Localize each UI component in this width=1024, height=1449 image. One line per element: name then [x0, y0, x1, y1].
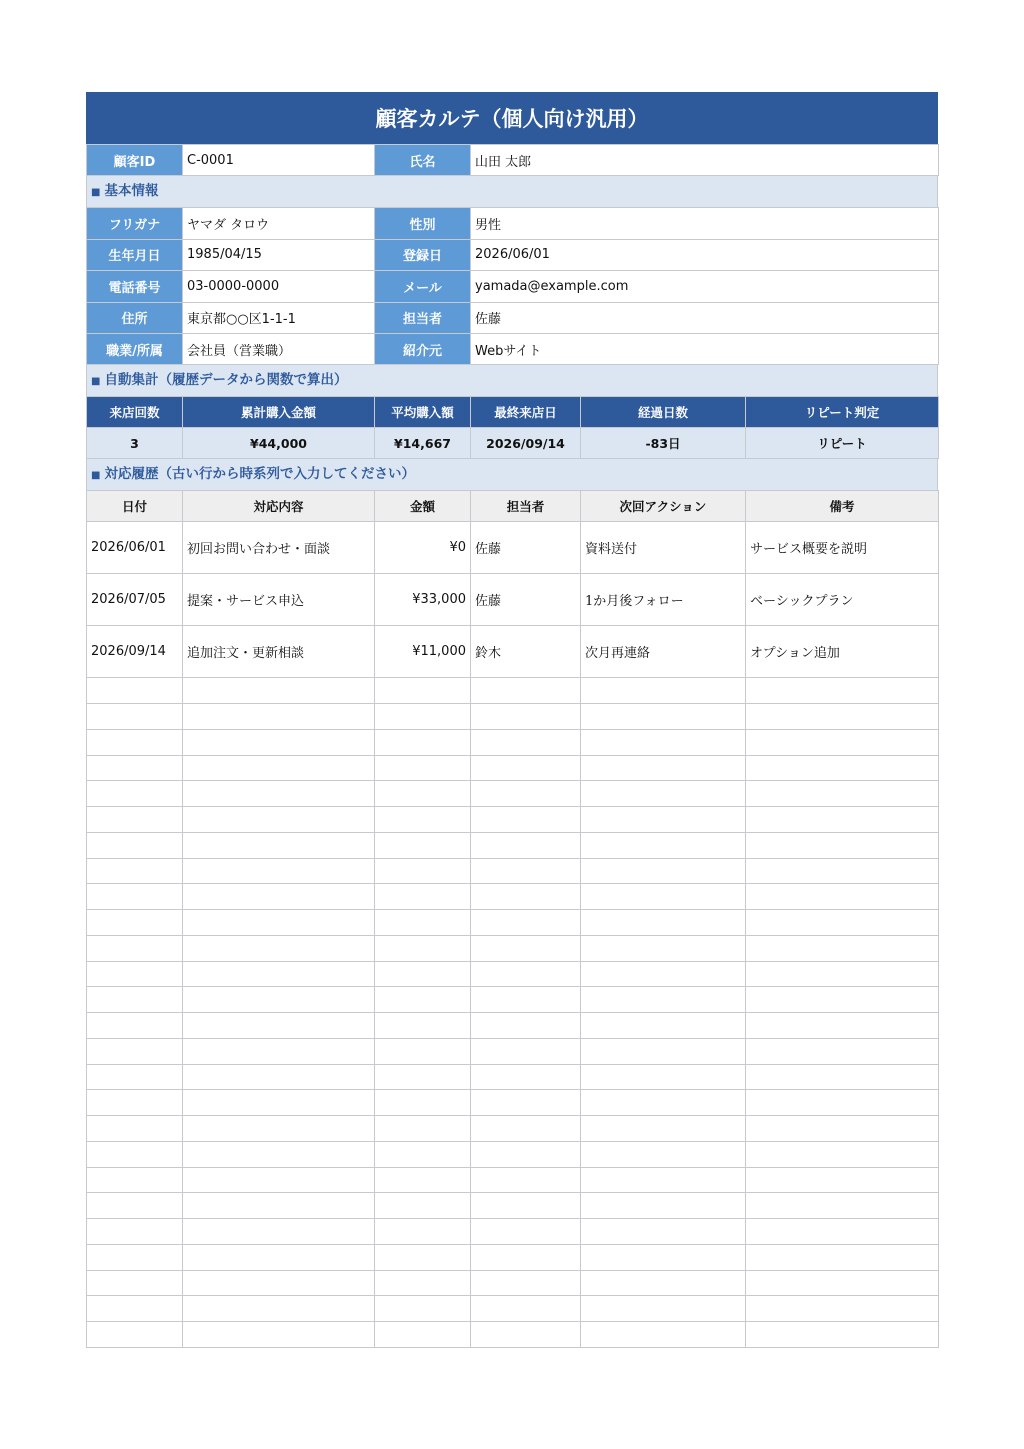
history-empty-cell[interactable]	[183, 1013, 375, 1039]
customer-name-cell[interactable]: 山田 太郎	[471, 145, 939, 176]
history-empty-cell[interactable]	[471, 678, 581, 704]
history-empty-cell[interactable]	[471, 910, 581, 936]
history-empty-cell[interactable]	[87, 704, 183, 730]
history-cell[interactable]: 佐藤	[471, 574, 581, 626]
history-empty-cell[interactable]	[746, 807, 939, 833]
field-label: 電話番号	[87, 271, 183, 302]
sheet-title: 顧客カルテ（個人向け汎用）	[86, 92, 938, 144]
history-empty-row	[87, 781, 939, 807]
field-value-cell[interactable]: 東京都○○区1-1-1	[183, 302, 375, 333]
history-empty-cell[interactable]	[581, 935, 746, 961]
history-empty-cell[interactable]	[746, 987, 939, 1013]
history-empty-cell[interactable]	[87, 1322, 183, 1348]
summary-table	[86, 396, 939, 459]
summary-value-cell: ¥14,667	[375, 428, 471, 459]
field-value-cell[interactable]: 1985/04/15	[183, 239, 375, 270]
history-empty-cell[interactable]	[471, 1296, 581, 1322]
history-empty-cell[interactable]	[375, 1167, 471, 1193]
history-cell[interactable]: ¥0	[375, 522, 471, 574]
basic-info-row	[87, 208, 939, 239]
summary-header-cell: 来店回数	[87, 397, 183, 428]
history-header-cell: 次回アクション	[581, 491, 746, 522]
history-empty-cell[interactable]	[746, 1244, 939, 1270]
history-empty-cell[interactable]	[87, 1064, 183, 1090]
field-value-cell[interactable]: Webサイト	[471, 333, 939, 364]
history-empty-cell[interactable]	[87, 1244, 183, 1270]
summary-section-title: 自動集計（履歴データから関数で算出）	[104, 372, 348, 389]
history-empty-cell[interactable]	[87, 1193, 183, 1219]
history-cell[interactable]: 2026/07/05	[87, 574, 183, 626]
history-empty-cell[interactable]	[183, 781, 375, 807]
history-empty-row	[87, 755, 939, 781]
history-empty-row	[87, 678, 939, 704]
history-table	[86, 490, 939, 1348]
section-square-icon: ■	[91, 376, 101, 388]
summary-header-cell: 累計購入金額	[183, 397, 375, 428]
field-label: 職業/所属	[87, 333, 183, 364]
history-row	[87, 626, 939, 678]
history-empty-cell[interactable]	[581, 884, 746, 910]
field-value-cell[interactable]: yamada@example.com	[471, 271, 939, 302]
history-empty-cell[interactable]	[581, 1013, 746, 1039]
history-cell[interactable]: 資料送付	[581, 522, 746, 574]
history-empty-cell[interactable]	[375, 1244, 471, 1270]
history-empty-cell[interactable]	[471, 987, 581, 1013]
history-empty-row	[87, 961, 939, 987]
history-empty-row	[87, 884, 939, 910]
field-label: 紹介元	[375, 333, 471, 364]
history-empty-cell[interactable]	[183, 1193, 375, 1219]
history-empty-row	[87, 832, 939, 858]
history-empty-cell[interactable]	[375, 1296, 471, 1322]
history-empty-cell[interactable]	[581, 987, 746, 1013]
history-cell[interactable]: ベーシックプラン	[746, 574, 939, 626]
history-empty-cell[interactable]	[581, 1193, 746, 1219]
history-empty-cell[interactable]	[87, 1296, 183, 1322]
history-empty-cell[interactable]	[581, 729, 746, 755]
history-empty-row	[87, 1270, 939, 1296]
field-label: 住所	[87, 302, 183, 333]
summary-header-cell: 平均購入額	[375, 397, 471, 428]
history-header-cell: 担当者	[471, 491, 581, 522]
history-empty-cell[interactable]	[471, 961, 581, 987]
history-empty-cell[interactable]	[375, 1013, 471, 1039]
basic-info-row	[87, 302, 939, 333]
history-empty-cell[interactable]	[581, 1116, 746, 1142]
history-empty-cell[interactable]	[87, 910, 183, 936]
history-empty-cell[interactable]	[746, 961, 939, 987]
customer-chart-sheet	[86, 92, 938, 1348]
history-empty-cell[interactable]	[375, 910, 471, 936]
history-empty-cell[interactable]	[183, 910, 375, 936]
history-empty-cell[interactable]	[471, 884, 581, 910]
history-empty-cell[interactable]	[471, 1064, 581, 1090]
field-value-cell[interactable]: 会社員（営業職）	[183, 333, 375, 364]
history-empty-cell[interactable]	[471, 1270, 581, 1296]
history-empty-row	[87, 935, 939, 961]
history-empty-cell[interactable]	[581, 961, 746, 987]
history-empty-cell[interactable]	[183, 1296, 375, 1322]
field-label: 性別	[375, 208, 471, 239]
history-empty-row	[87, 910, 939, 936]
field-value-cell[interactable]: 男性	[471, 208, 939, 239]
customer-name-label: 氏名	[375, 145, 471, 176]
history-empty-cell[interactable]	[87, 807, 183, 833]
field-value-cell[interactable]: 2026/06/01	[471, 239, 939, 270]
history-empty-cell[interactable]	[746, 678, 939, 704]
history-cell[interactable]: ¥33,000	[375, 574, 471, 626]
history-cell[interactable]: 次月再連絡	[581, 626, 746, 678]
history-section-title: 対応履歴（古い行から時系列で入力してください）	[104, 466, 415, 483]
history-empty-row	[87, 1038, 939, 1064]
history-empty-cell[interactable]	[746, 910, 939, 936]
history-empty-cell[interactable]	[471, 935, 581, 961]
history-empty-cell[interactable]	[746, 1193, 939, 1219]
history-empty-cell[interactable]	[581, 1219, 746, 1245]
history-empty-cell[interactable]	[183, 1219, 375, 1245]
summary-value-cell: 3	[87, 428, 183, 459]
history-row	[87, 574, 939, 626]
history-empty-cell[interactable]	[375, 1270, 471, 1296]
history-empty-cell[interactable]	[87, 832, 183, 858]
history-empty-cell[interactable]	[375, 858, 471, 884]
history-empty-cell[interactable]	[183, 832, 375, 858]
history-empty-cell[interactable]	[375, 884, 471, 910]
history-empty-cell[interactable]	[471, 858, 581, 884]
history-empty-cell[interactable]	[183, 1167, 375, 1193]
history-empty-cell[interactable]	[87, 1013, 183, 1039]
history-cell[interactable]: サービス概要を説明	[746, 522, 939, 574]
history-empty-cell[interactable]	[375, 1090, 471, 1116]
history-empty-cell[interactable]	[746, 1167, 939, 1193]
history-empty-cell[interactable]	[581, 1244, 746, 1270]
history-empty-cell[interactable]	[375, 1141, 471, 1167]
section-square-icon: ■	[91, 470, 101, 482]
history-empty-cell[interactable]	[183, 1038, 375, 1064]
history-empty-cell[interactable]	[87, 1167, 183, 1193]
history-empty-row	[87, 858, 939, 884]
history-empty-cell[interactable]	[375, 755, 471, 781]
history-empty-cell[interactable]	[471, 729, 581, 755]
history-empty-cell[interactable]	[471, 1244, 581, 1270]
history-empty-cell[interactable]	[581, 1270, 746, 1296]
history-empty-cell[interactable]	[183, 704, 375, 730]
history-empty-cell[interactable]	[87, 729, 183, 755]
history-empty-cell[interactable]	[375, 1064, 471, 1090]
history-empty-cell[interactable]	[746, 832, 939, 858]
history-empty-cell[interactable]	[471, 1193, 581, 1219]
history-empty-cell[interactable]	[581, 1038, 746, 1064]
history-header-cell: 対応内容	[183, 491, 375, 522]
summary-value-cell: 2026/09/14	[471, 428, 581, 459]
history-cell[interactable]: ¥11,000	[375, 626, 471, 678]
customer-id-cell[interactable]: C-0001	[183, 145, 375, 176]
history-empty-cell[interactable]	[471, 1090, 581, 1116]
history-empty-cell[interactable]	[375, 832, 471, 858]
history-empty-cell[interactable]	[183, 729, 375, 755]
history-empty-cell[interactable]	[581, 755, 746, 781]
history-empty-cell[interactable]	[183, 807, 375, 833]
history-empty-cell[interactable]	[87, 987, 183, 1013]
history-empty-cell[interactable]	[87, 1038, 183, 1064]
history-section-header	[86, 459, 938, 490]
field-label: 登録日	[375, 239, 471, 270]
history-header-cell: 備考	[746, 491, 939, 522]
summary-value-cell: -83日	[581, 428, 746, 459]
history-empty-cell[interactable]	[375, 1193, 471, 1219]
history-empty-cell[interactable]	[183, 755, 375, 781]
history-empty-cell[interactable]	[581, 832, 746, 858]
field-value-cell[interactable]: 03-0000-0000	[183, 271, 375, 302]
history-empty-cell[interactable]	[471, 1322, 581, 1348]
section-square-icon: ■	[91, 187, 101, 199]
history-empty-cell[interactable]	[375, 961, 471, 987]
history-empty-cell[interactable]	[87, 858, 183, 884]
history-empty-cell[interactable]	[375, 678, 471, 704]
history-cell[interactable]: 2026/09/14	[87, 626, 183, 678]
history-empty-row	[87, 987, 939, 1013]
history-empty-cell[interactable]	[581, 678, 746, 704]
history-empty-cell[interactable]	[375, 1219, 471, 1245]
history-empty-cell[interactable]	[746, 729, 939, 755]
summary-header-cell: リピート判定	[746, 397, 939, 428]
history-empty-cell[interactable]	[183, 961, 375, 987]
history-empty-cell[interactable]	[183, 1244, 375, 1270]
history-empty-cell[interactable]	[87, 1219, 183, 1245]
history-empty-cell[interactable]	[183, 1116, 375, 1142]
history-empty-row	[87, 1244, 939, 1270]
history-header-cell: 日付	[87, 491, 183, 522]
history-empty-row	[87, 1167, 939, 1193]
history-empty-cell[interactable]	[746, 1038, 939, 1064]
history-empty-cell[interactable]	[746, 781, 939, 807]
history-empty-cell[interactable]	[746, 704, 939, 730]
history-empty-cell[interactable]	[746, 1322, 939, 1348]
history-empty-cell[interactable]	[746, 884, 939, 910]
summary-value-cell: ¥44,000	[183, 428, 375, 459]
history-empty-cell[interactable]	[581, 1322, 746, 1348]
history-empty-cell[interactable]	[87, 935, 183, 961]
history-empty-row	[87, 807, 939, 833]
basic-info-section-title: 基本情報	[104, 183, 159, 200]
history-empty-cell[interactable]	[375, 729, 471, 755]
history-empty-cell[interactable]	[581, 1141, 746, 1167]
history-empty-cell[interactable]	[375, 807, 471, 833]
history-cell[interactable]: 追加注文・更新相談	[183, 626, 375, 678]
history-empty-cell[interactable]	[183, 678, 375, 704]
history-empty-cell[interactable]	[581, 1167, 746, 1193]
history-empty-cell[interactable]	[183, 1064, 375, 1090]
history-empty-cell[interactable]	[746, 1090, 939, 1116]
history-empty-cell[interactable]	[746, 1296, 939, 1322]
history-empty-cell[interactable]	[183, 935, 375, 961]
history-empty-cell[interactable]	[183, 1141, 375, 1167]
history-empty-cell[interactable]	[746, 1270, 939, 1296]
history-empty-cell[interactable]	[183, 858, 375, 884]
history-empty-cell[interactable]	[471, 1038, 581, 1064]
history-empty-row	[87, 729, 939, 755]
field-label: 生年月日	[87, 239, 183, 270]
history-empty-cell[interactable]	[183, 1270, 375, 1296]
history-empty-cell[interactable]	[471, 1141, 581, 1167]
history-row	[87, 522, 939, 574]
field-label: メール	[375, 271, 471, 302]
field-label: フリガナ	[87, 208, 183, 239]
history-empty-cell[interactable]	[87, 1116, 183, 1142]
history-empty-cell[interactable]	[471, 781, 581, 807]
history-empty-cell[interactable]	[87, 781, 183, 807]
basic-info-row	[87, 239, 939, 270]
history-cell[interactable]: 佐藤	[471, 522, 581, 574]
basic-info-row	[87, 333, 939, 364]
history-empty-cell[interactable]	[581, 1090, 746, 1116]
summary-section-header	[86, 365, 938, 396]
history-empty-cell[interactable]	[87, 1090, 183, 1116]
history-empty-row	[87, 1219, 939, 1245]
history-empty-row	[87, 704, 939, 730]
history-empty-cell[interactable]	[375, 704, 471, 730]
field-value-cell[interactable]: 佐藤	[471, 302, 939, 333]
history-empty-cell[interactable]	[87, 1270, 183, 1296]
history-empty-cell[interactable]	[87, 755, 183, 781]
history-empty-cell[interactable]	[87, 884, 183, 910]
history-empty-cell[interactable]	[87, 678, 183, 704]
history-empty-cell[interactable]	[581, 1296, 746, 1322]
history-cell[interactable]: 初回お問い合わせ・面談	[183, 522, 375, 574]
history-cell[interactable]: 提案・サービス申込	[183, 574, 375, 626]
history-empty-cell[interactable]	[746, 1141, 939, 1167]
history-empty-cell[interactable]	[183, 1322, 375, 1348]
customer-id-label: 顧客ID	[87, 145, 183, 176]
history-empty-cell[interactable]	[471, 1219, 581, 1245]
history-empty-cell[interactable]	[746, 1064, 939, 1090]
history-empty-cell[interactable]	[581, 781, 746, 807]
history-empty-row	[87, 1193, 939, 1219]
summary-value-cell: リピート	[746, 428, 939, 459]
history-empty-cell[interactable]	[581, 704, 746, 730]
history-empty-cell[interactable]	[581, 1064, 746, 1090]
history-empty-cell[interactable]	[375, 1116, 471, 1142]
history-empty-cell[interactable]	[87, 1141, 183, 1167]
history-empty-row	[87, 1090, 939, 1116]
history-empty-cell[interactable]	[746, 1116, 939, 1142]
history-empty-row	[87, 1141, 939, 1167]
history-empty-cell[interactable]	[471, 832, 581, 858]
history-empty-cell[interactable]	[581, 858, 746, 884]
history-empty-row	[87, 1064, 939, 1090]
history-empty-cell[interactable]	[375, 987, 471, 1013]
history-empty-cell[interactable]	[183, 1090, 375, 1116]
history-empty-cell[interactable]	[375, 935, 471, 961]
history-empty-cell[interactable]	[581, 910, 746, 936]
basic-info-table	[86, 207, 939, 365]
history-empty-cell[interactable]	[471, 755, 581, 781]
history-empty-cell[interactable]	[183, 884, 375, 910]
summary-header-cell: 最終来店日	[471, 397, 581, 428]
history-cell[interactable]: オプション追加	[746, 626, 939, 678]
history-empty-cell[interactable]	[746, 1219, 939, 1245]
basic-info-section-header	[86, 176, 938, 207]
summary-header-cell: 経過日数	[581, 397, 746, 428]
customer-id-table	[86, 144, 939, 176]
field-label: 担当者	[375, 302, 471, 333]
history-empty-cell[interactable]	[87, 961, 183, 987]
history-empty-cell[interactable]	[375, 1322, 471, 1348]
history-empty-row	[87, 1322, 939, 1348]
history-empty-cell[interactable]	[471, 1167, 581, 1193]
history-empty-cell[interactable]	[746, 755, 939, 781]
history-empty-cell[interactable]	[746, 1013, 939, 1039]
history-empty-row	[87, 1116, 939, 1142]
field-value-cell[interactable]: ヤマダ タロウ	[183, 208, 375, 239]
history-cell[interactable]: 鈴木	[471, 626, 581, 678]
history-header-cell: 金額	[375, 491, 471, 522]
history-empty-row	[87, 1296, 939, 1322]
basic-info-row	[87, 271, 939, 302]
history-empty-cell[interactable]	[746, 935, 939, 961]
history-cell[interactable]: 2026/06/01	[87, 522, 183, 574]
history-empty-row	[87, 1013, 939, 1039]
history-cell[interactable]: 1か月後フォロー	[581, 574, 746, 626]
history-empty-cell[interactable]	[183, 987, 375, 1013]
history-empty-cell[interactable]	[375, 1038, 471, 1064]
history-empty-cell[interactable]	[471, 704, 581, 730]
history-empty-cell[interactable]	[471, 807, 581, 833]
history-empty-cell[interactable]	[746, 858, 939, 884]
history-empty-cell[interactable]	[471, 1013, 581, 1039]
history-empty-cell[interactable]	[375, 781, 471, 807]
history-empty-cell[interactable]	[581, 807, 746, 833]
history-empty-cell[interactable]	[471, 1116, 581, 1142]
